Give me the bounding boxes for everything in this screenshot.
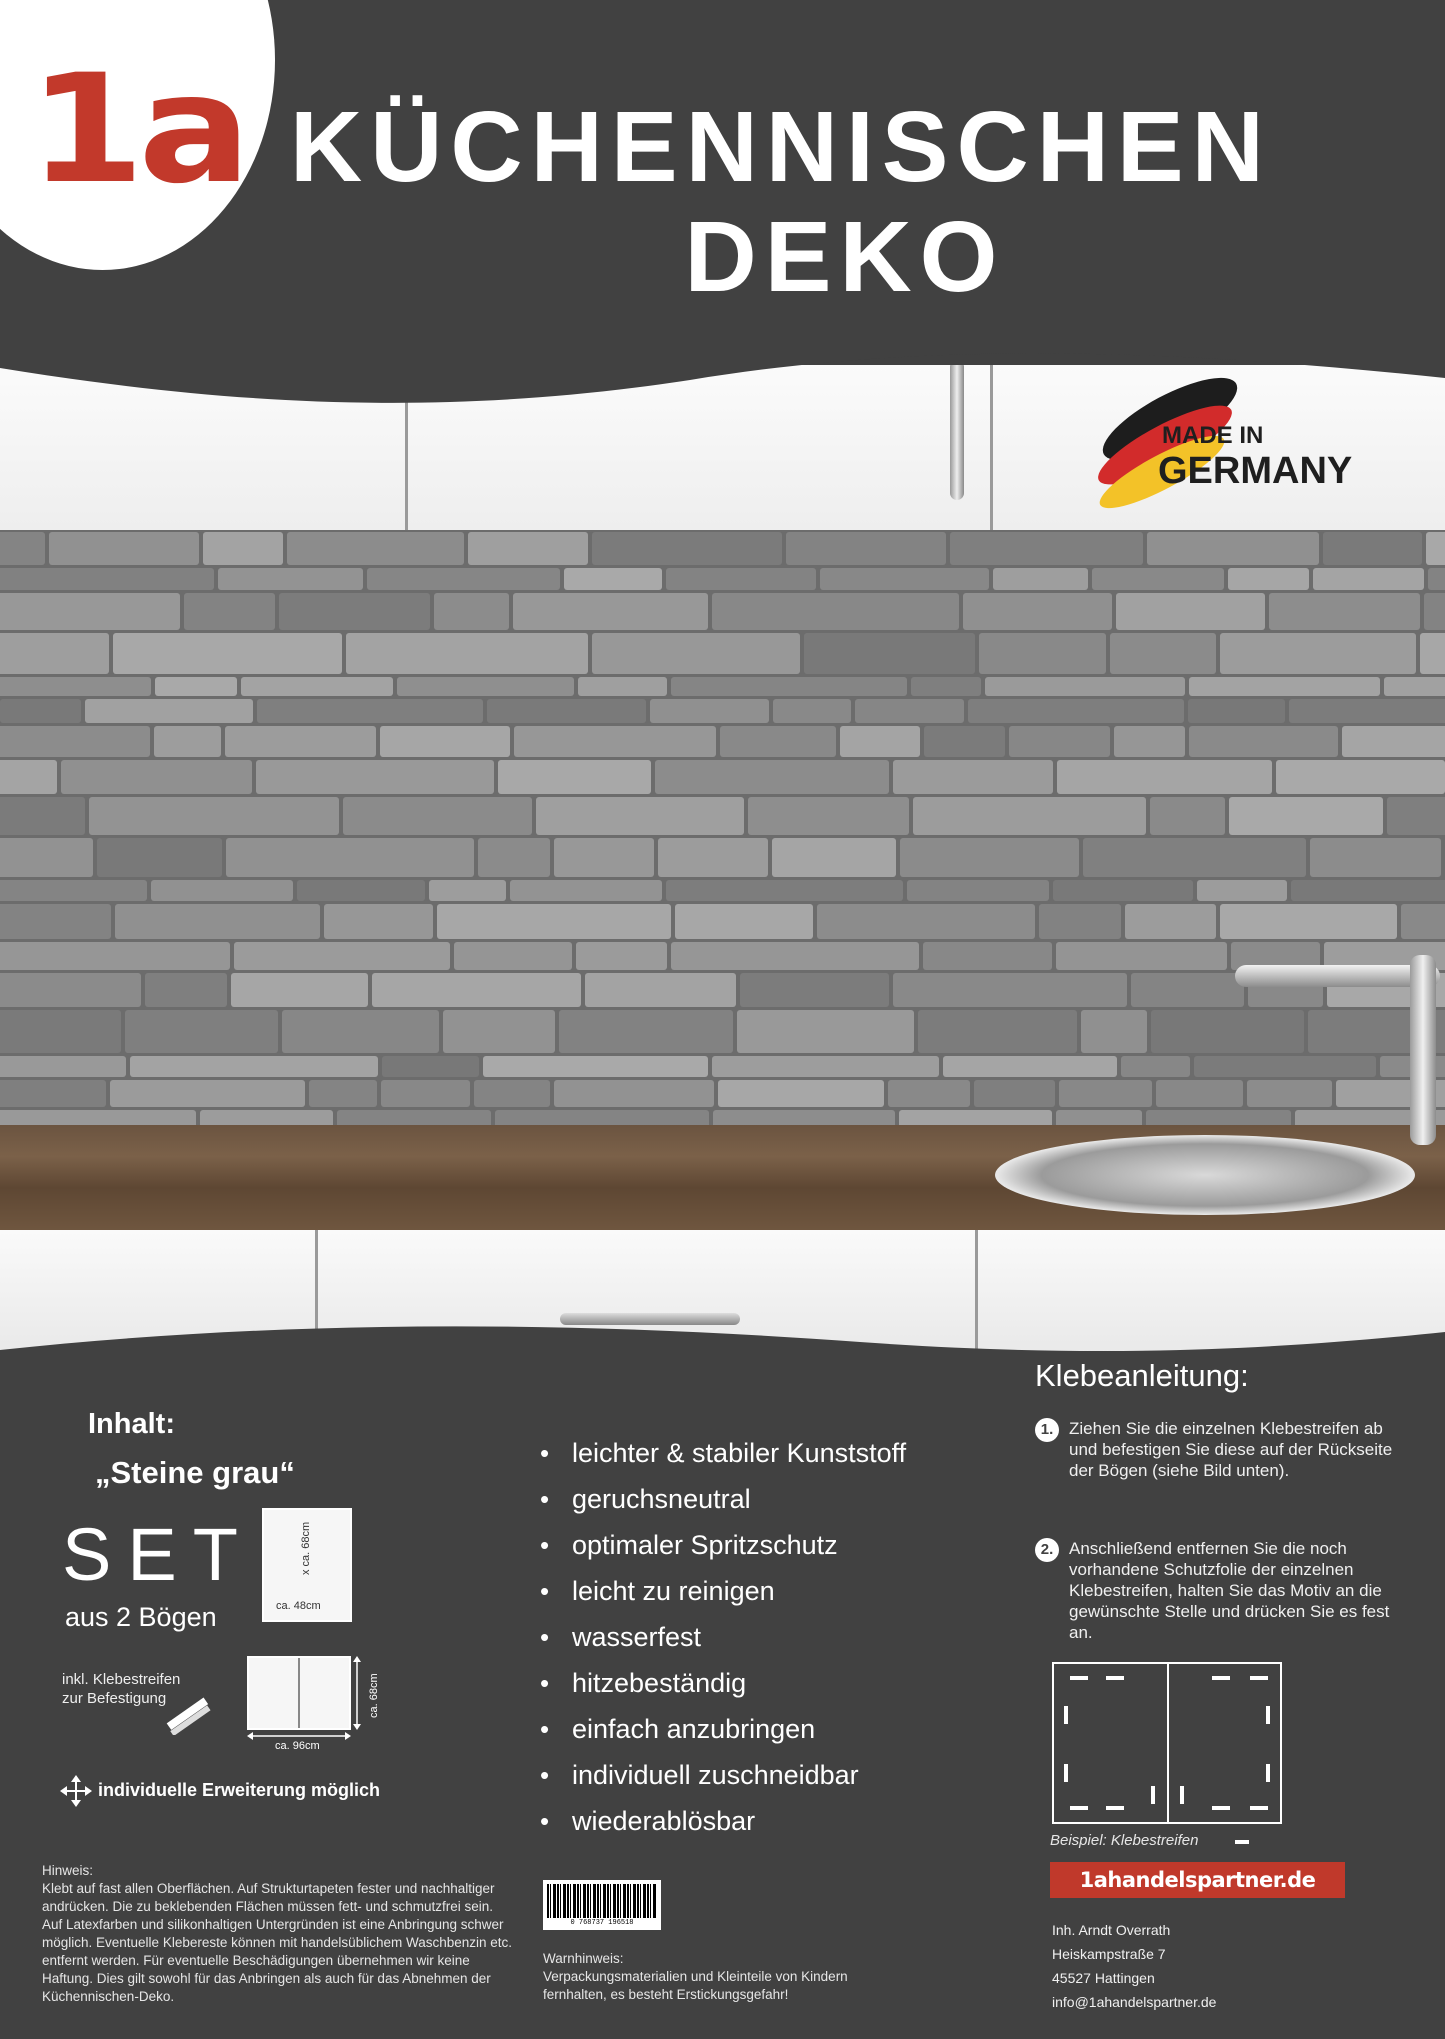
- stone-block: [786, 532, 946, 565]
- feature-item: • leicht zu reinigen: [540, 1568, 906, 1614]
- adhesive-strip: [1250, 1806, 1268, 1810]
- stone-block: [1057, 760, 1272, 794]
- stone-block: [510, 880, 662, 901]
- stone-block: [993, 568, 1088, 590]
- stone-block: [748, 797, 909, 835]
- stone-block: [1131, 973, 1244, 1007]
- germany-label: GERMANY: [1158, 450, 1353, 492]
- stone-block: [963, 593, 1112, 630]
- stone-block: [979, 633, 1106, 674]
- stone-block: [888, 1080, 970, 1107]
- stone-block: [900, 838, 1079, 877]
- stone-block: [367, 568, 560, 590]
- stone-block: [346, 633, 588, 674]
- stone-block: [1342, 726, 1445, 757]
- adhesive-note-line1: inkl. Klebestreifen: [62, 1671, 181, 1688]
- stone-block: [1276, 760, 1445, 794]
- stone-block: [564, 568, 662, 590]
- feature-list: [540, 1430, 906, 1844]
- stone-block: [1420, 633, 1445, 674]
- warning-block: [543, 1950, 883, 2004]
- stone-block: [0, 838, 93, 877]
- stone-block: [231, 973, 368, 1007]
- stone-block: [226, 838, 474, 877]
- stone-block: [899, 1110, 1052, 1125]
- stone-block: [737, 1010, 914, 1053]
- stone-block: [372, 973, 581, 1007]
- shop-banner: 1ahandelspartner.de: [1050, 1862, 1345, 1898]
- set-label: SET: [62, 1513, 254, 1596]
- stone-block: [650, 699, 769, 723]
- feature-item: • optimaler Spritzschutz: [540, 1522, 906, 1568]
- stone-block: [585, 973, 736, 1007]
- diagram-divider: [1167, 1664, 1169, 1822]
- stone-block: [1059, 1080, 1152, 1107]
- adhesive-strip: [1064, 1706, 1068, 1724]
- stone-block: [1401, 904, 1445, 939]
- stone-block: [474, 1080, 550, 1107]
- made-in-label: MADE IN: [1162, 422, 1264, 449]
- stone-block: [483, 1056, 708, 1077]
- stone-block: [907, 880, 1049, 901]
- stone-block: [443, 1010, 555, 1053]
- stone-block: [0, 532, 45, 565]
- stone-block: [0, 726, 150, 757]
- instruction-step-1: [1035, 1418, 1395, 1481]
- stone-block: [1269, 593, 1420, 630]
- stone-block: [203, 532, 283, 565]
- stone-block: [1384, 677, 1445, 696]
- stone-block: [234, 942, 450, 970]
- stone-block: [968, 699, 1184, 723]
- step-number: 2.: [1035, 1538, 1059, 1562]
- example-label: Beispiel: Klebestreifen: [1050, 1832, 1199, 1849]
- stone-block: [397, 677, 574, 696]
- stone-block: [1228, 568, 1309, 590]
- adhesive-note-line2: zur Befestigung: [62, 1690, 167, 1707]
- stone-block: [720, 726, 836, 757]
- stone-block: [772, 838, 896, 877]
- height-arrow-icon: [352, 1656, 362, 1730]
- adhesive-strip: [1064, 1764, 1068, 1782]
- stone-block: [85, 699, 253, 723]
- stone-block: [97, 838, 222, 877]
- hinweis-text: Klebt auf fast allen Oberflächen. Auf Strukturtapeten fester und nachhaltiger andrücken. Die zu beklebenden Flächen müssen fett- und schmutzfrei sein. Auf Latexfarben und silikonhaltigen Untergründen ist eine Anbringung schwer möglich. Eventuelle Klebereste können mit handelsüblichem Waschbenzin etc. entfernt werden. Für eventuelle Beschädigungen übernehmen wir keine Haftung. Dies gilt sowohl für das Anbringen als auch für das Abnehmen der Küchennischen-Deko.: [42, 1881, 513, 2004]
- stone-block: [514, 726, 716, 757]
- stone-block: [487, 699, 646, 723]
- brand-logo: 1a: [28, 43, 245, 217]
- instructions-title: Klebeanleitung:: [1035, 1358, 1249, 1393]
- barcode-bars: [547, 1884, 657, 1918]
- stone-block: [1147, 532, 1319, 565]
- stone-block: [154, 726, 221, 757]
- stone-block: [155, 677, 237, 696]
- stone-block: [985, 677, 1185, 696]
- stone-block: [1121, 1056, 1190, 1077]
- stone-block: [1092, 568, 1224, 590]
- feature-item: • einfach anzubringen: [540, 1706, 906, 1752]
- stone-block: [675, 904, 813, 939]
- stone-block: [1151, 1010, 1304, 1053]
- company-city: 45527 Hattingen: [1052, 1970, 1155, 1986]
- adhesive-strip: [1106, 1806, 1124, 1810]
- stone-block: [950, 532, 1143, 565]
- title-line-1: KÜCHENNISCHEN: [290, 91, 1272, 203]
- stone-block: [0, 1080, 106, 1107]
- stone-block: [713, 1110, 895, 1125]
- stone-block: [1156, 1080, 1243, 1107]
- stone-block: [1009, 726, 1110, 757]
- stone-block: [1114, 726, 1185, 757]
- stone-block: [380, 726, 510, 757]
- stone-block: [923, 942, 1052, 970]
- stone-block: [840, 726, 920, 757]
- feature-item: • wiederablösbar: [540, 1798, 906, 1844]
- stone-block: [1039, 904, 1121, 939]
- stone-block: [655, 760, 889, 794]
- stone-block: [1116, 593, 1265, 630]
- stone-block: [0, 1110, 196, 1125]
- stone-block: [0, 904, 111, 939]
- company-address: [1052, 1918, 1216, 2014]
- stone-block: [0, 797, 85, 835]
- stone-block: [0, 568, 214, 590]
- stone-block: [309, 1080, 377, 1107]
- set-detail: aus 2 Bögen: [65, 1602, 217, 1632]
- stone-block: [110, 1080, 305, 1107]
- stone-block: [297, 880, 425, 901]
- sheet-width-label: ca. 48cm: [276, 1600, 321, 1612]
- company-owner: Inh. Arndt Overrath: [1052, 1922, 1171, 1938]
- stone-block: [817, 904, 1035, 939]
- warning-text: Verpackungsmaterialien und Kleinteile von Kindern fernhalten, es besteht Erstickungsgefahr!: [543, 1969, 848, 2002]
- stone-block: [0, 699, 81, 723]
- stone-block: [1083, 838, 1306, 877]
- stone-block: [712, 1056, 939, 1077]
- stone-block: [0, 973, 141, 1007]
- stone-block: [0, 633, 109, 674]
- stone-block: [740, 973, 889, 1007]
- stone-block: [592, 633, 800, 674]
- adhesive-strips-icon: [160, 1690, 215, 1735]
- stone-block: [554, 1080, 714, 1107]
- example-strip-icon: [1235, 1840, 1249, 1844]
- hinweis-block: [42, 1862, 512, 2006]
- stone-block: [1125, 904, 1216, 939]
- stone-block: [498, 760, 651, 794]
- stone-block: [0, 760, 57, 794]
- stone-block: [671, 942, 919, 970]
- stone-block: [666, 568, 816, 590]
- stone-block: [804, 633, 975, 674]
- stone-block: [918, 1010, 1077, 1053]
- stone-block: [1110, 633, 1216, 674]
- title-line-2: DEKO: [684, 201, 1006, 313]
- stone-block: [184, 593, 275, 630]
- stone-block: [1188, 699, 1285, 723]
- sheet-height-label: x ca. 68cm: [300, 1521, 312, 1575]
- stone-block: [200, 1110, 333, 1125]
- step-text: Anschließend entfernen Sie die noch vorhandene Schutzfolie der einzelnen Klebestreifen, halten Sie das Motiv an die gewünschte Stelle und drücken Sie es fest an.: [1069, 1539, 1390, 1642]
- stone-block: [554, 838, 654, 877]
- feature-item: • hitzebeständig: [540, 1660, 906, 1706]
- stone-block: [1220, 904, 1397, 939]
- stone-block: [225, 726, 376, 757]
- extension-note: individuelle Erweiterung möglich: [98, 1780, 381, 1800]
- hinweis-heading: Hinweis:: [42, 1863, 94, 1878]
- feature-item: • geruchsneutral: [540, 1476, 906, 1522]
- stone-block: [913, 797, 1146, 835]
- faucet-body: [1410, 955, 1436, 1145]
- stone-block: [1424, 593, 1445, 630]
- stone-block: [1247, 1080, 1332, 1107]
- stone-block: [576, 942, 667, 970]
- product-photo: [0, 365, 1445, 1360]
- feature-item: • wasserfest: [540, 1614, 906, 1660]
- adhesive-strip: [1151, 1786, 1155, 1804]
- stone-block: [125, 1010, 278, 1053]
- stone-block: [1291, 880, 1445, 901]
- adhesive-strip: [1212, 1806, 1230, 1810]
- stone-block: [712, 593, 959, 630]
- stone-block: [0, 593, 180, 630]
- contents-heading: Inhalt:: [88, 1408, 175, 1440]
- stone-block: [1197, 880, 1287, 901]
- stone-block: [1189, 726, 1338, 757]
- stone-block: [924, 726, 1005, 757]
- stone-block: [257, 699, 483, 723]
- stone-block: [1056, 1110, 1142, 1125]
- total-height-label: ca. 68cm: [368, 1673, 380, 1718]
- stone-block: [578, 677, 667, 696]
- stone-block: [437, 904, 671, 939]
- stone-block: [820, 568, 989, 590]
- stone-block: [1146, 1110, 1291, 1125]
- stone-block: [429, 880, 506, 901]
- stone-block: [61, 760, 252, 794]
- adhesive-strip: [1266, 1706, 1270, 1724]
- stone-block: [89, 797, 339, 835]
- stone-block: [454, 942, 572, 970]
- adhesive-strip: [1250, 1676, 1268, 1680]
- step-number: 1.: [1035, 1418, 1059, 1442]
- stone-block: [559, 1010, 733, 1053]
- stone-block: [1310, 838, 1441, 877]
- adhesive-strip: [1106, 1676, 1124, 1680]
- stone-block: [1313, 568, 1424, 590]
- adhesive-strip: [1180, 1786, 1184, 1804]
- stone-block: [0, 942, 230, 970]
- adhesive-strip: [1070, 1806, 1088, 1810]
- stone-block: [130, 1056, 378, 1077]
- adhesive-strip: [1266, 1764, 1270, 1782]
- stone-block: [536, 797, 744, 835]
- stone-block: [0, 1056, 126, 1077]
- barcode: [543, 1880, 661, 1930]
- adhesive-strip: [1212, 1676, 1230, 1680]
- stone-block: [855, 699, 964, 723]
- stone-block: [513, 593, 708, 630]
- feature-item: • individuell zuschneidbar: [540, 1752, 906, 1798]
- stone-block: [279, 593, 430, 630]
- stone-block: [287, 532, 464, 565]
- stone-block: [893, 760, 1053, 794]
- stone-block: [381, 1080, 470, 1107]
- stone-pattern: [0, 530, 1445, 1125]
- stone-block: [0, 880, 147, 901]
- barcode-number: 0 768737 196518: [570, 1919, 634, 1927]
- stone-block: [218, 568, 363, 590]
- stone-block: [592, 532, 782, 565]
- instruction-step-2: [1035, 1538, 1395, 1643]
- stone-block: [113, 633, 342, 674]
- adhesive-strip: [1070, 1676, 1088, 1680]
- stone-block: [1056, 942, 1227, 970]
- stone-block: [0, 1010, 121, 1053]
- stone-block: [151, 880, 293, 901]
- stone-block: [256, 760, 494, 794]
- stone-block: [666, 880, 903, 901]
- company-street: Heiskampstraße 7: [1052, 1946, 1166, 1962]
- total-width-label: ca. 96cm: [275, 1740, 320, 1752]
- stone-block: [145, 973, 227, 1007]
- stone-block: [1229, 797, 1383, 835]
- stone-block: [241, 677, 393, 696]
- stone-block: [1053, 880, 1193, 901]
- stone-block: [468, 532, 588, 565]
- adhesive-diagram: [1052, 1662, 1282, 1824]
- stone-block: [495, 1110, 709, 1125]
- stone-block: [1081, 1010, 1147, 1053]
- product-name: „Steine grau“: [95, 1455, 295, 1490]
- expand-arrows-icon: [60, 1775, 92, 1807]
- stone-block: [478, 838, 550, 877]
- stone-block: [974, 1080, 1055, 1107]
- stone-block: [671, 677, 907, 696]
- stone-block: [658, 838, 768, 877]
- stone-wall-motif: [0, 530, 1445, 1125]
- two-sheets-icon: [247, 1656, 351, 1730]
- stone-block: [434, 593, 509, 630]
- stone-block: [1194, 1056, 1376, 1077]
- stone-block: [115, 904, 320, 939]
- stone-block: [1426, 532, 1445, 565]
- stone-block: [337, 1110, 491, 1125]
- stone-block: [343, 797, 532, 835]
- stone-block: [1220, 633, 1416, 674]
- sink-icon: [995, 1135, 1415, 1215]
- stone-block: [1323, 532, 1422, 565]
- stone-block: [282, 1010, 439, 1053]
- stone-block: [943, 1056, 1117, 1077]
- stone-block: [893, 973, 1127, 1007]
- stone-block: [382, 1056, 479, 1077]
- stone-block: [1189, 677, 1380, 696]
- stone-block: [1150, 797, 1225, 835]
- stone-block: [49, 532, 199, 565]
- stone-block: [773, 699, 851, 723]
- stone-block: [0, 677, 151, 696]
- step-text: Ziehen Sie die einzelnen Klebestreifen ab und befestigen Sie diese auf der Rückseite der Bögen (siehe Bild unten).: [1069, 1419, 1393, 1480]
- company-email: info@1ahandelspartner.de: [1052, 1994, 1217, 2010]
- stone-block: [1428, 568, 1445, 590]
- feature-item: • leichter & stabiler Kunststoff: [540, 1430, 906, 1476]
- warning-heading: Warnhinweis:: [543, 1951, 624, 1966]
- stone-block: [1289, 699, 1445, 723]
- stone-block: [1387, 797, 1445, 835]
- stone-block: [324, 904, 433, 939]
- stone-block: [718, 1080, 884, 1107]
- stone-block: [911, 677, 981, 696]
